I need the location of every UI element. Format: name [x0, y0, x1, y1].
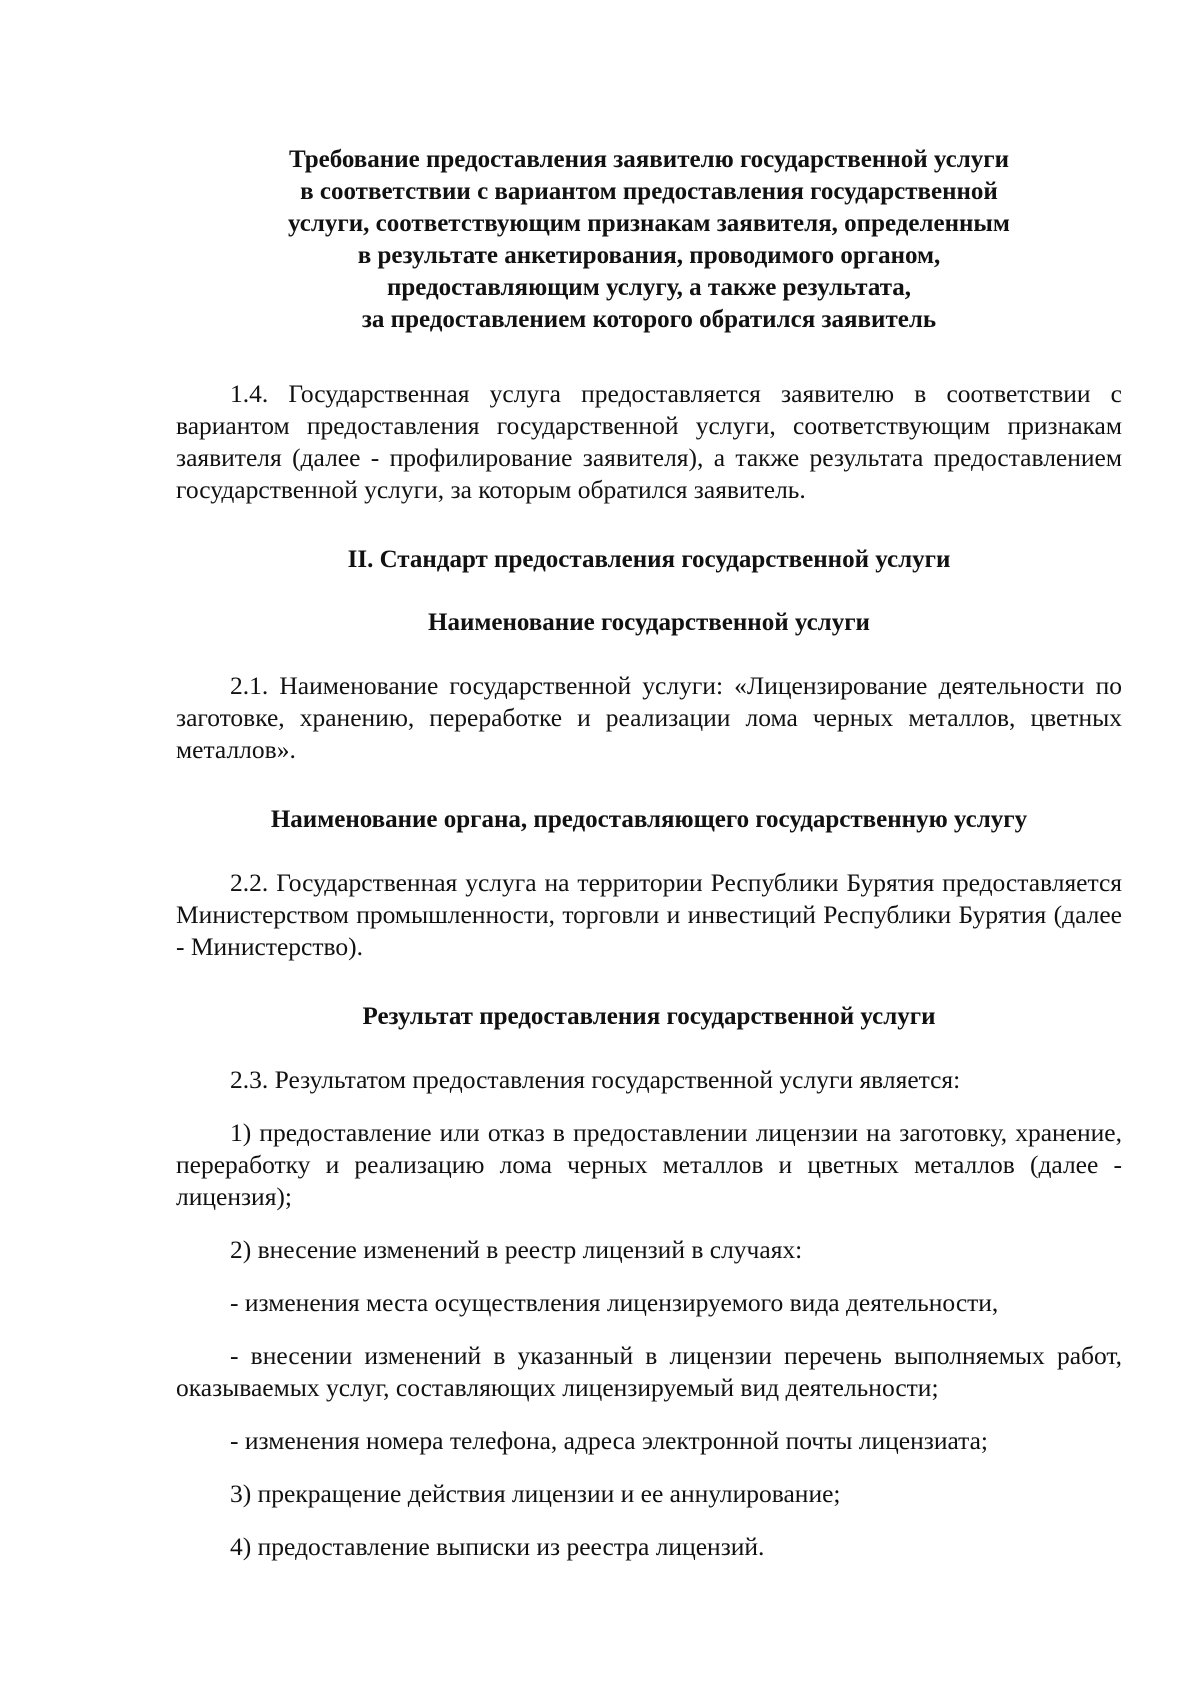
title-line-5: предоставляющим услугу, а также результата, — [386, 274, 912, 301]
spacer — [176, 836, 1122, 867]
spacer — [176, 336, 1122, 378]
spacer — [176, 1266, 1122, 1287]
spacer — [176, 1213, 1122, 1234]
spacer — [176, 1033, 1122, 1064]
title-line-4: в результате анкетирования, проводимого органом, — [357, 242, 941, 269]
title-line-3: услуги, соответствующим признакам заявителя, определенным — [288, 210, 1010, 237]
list-subitem-2b: - внесении изменений в указанный в лицензии перечень выполняемых работ, оказываемых услуг, составляющих лицензируемый вид деятельности; — [176, 1341, 1122, 1402]
spacer — [176, 1510, 1122, 1531]
list-subitem-2c: - изменения номера телефона, адреса электронной почты лицензиата; — [230, 1426, 989, 1455]
list-item-4: 4) предоставление выписки из реестра лицензий. — [230, 1532, 765, 1561]
title-line-1: Требование предоставления заявителю государственной услуги — [289, 146, 1009, 173]
heading-service-name: Наименование государственной услуги — [428, 609, 870, 636]
list-item-2: 2) внесение изменений в реестр лицензий в случаях: — [230, 1235, 803, 1264]
list-subitem-2a: - изменения места осуществления лицензируемого вида деятельности, — [230, 1288, 999, 1317]
paragraph-2-2: 2.2. Государственная услуга на территории Республики Бурятия предоставляется Министерством промышленности, торговли и инвестиций Республики Бурятия (далее - Министерство). — [176, 868, 1122, 961]
title-line-2: в соответствии с вариантом предоставления государственной — [300, 178, 998, 205]
spacer — [176, 1457, 1122, 1478]
document-title — [176, 144, 1122, 336]
spacer — [176, 576, 1122, 607]
heading-authority: Наименование органа, предоставляющего государственную услугу — [270, 806, 1028, 833]
spacer — [176, 506, 1122, 544]
spacer — [176, 1319, 1122, 1340]
spacer — [176, 1404, 1122, 1425]
paragraph-2-1: 2.1. Наименование государственной услуги: «Лицензирование деятельности по заготовке, хранению, переработке и реализации лома черных металлов, цветных металлов». — [176, 671, 1122, 764]
list-item-1: 1) предоставление или отказ в предоставлении лицензии на заготовку, хранение, переработку и реализацию лома черных металлов и цветных металлов (далее - лицензия); — [176, 1118, 1122, 1211]
heading-result: Результат предоставления государственной услуги — [362, 1003, 936, 1030]
spacer — [176, 639, 1122, 670]
spacer — [176, 1096, 1122, 1117]
title-line-6: за предоставлением которого обратился заявитель — [361, 306, 937, 333]
paragraph-1-4: 1.4. Государственная услуга предоставляется заявителю в соответствии с вариантом предоставления государственной услуги, соответствующим признакам заявителя (далее - профилирование заявителя), а также результата предоставлением государственной услуги, за которым обратился заявитель. — [176, 379, 1122, 504]
spacer — [176, 963, 1122, 1001]
spacer — [176, 766, 1122, 804]
paragraph-2-3: 2.3. Результатом предоставления государственной услуги является: — [230, 1065, 961, 1094]
document-body — [176, 144, 1122, 1563]
list-item-3: 3) прекращение действия лицензии и ее аннулирование; — [230, 1479, 841, 1508]
section-2-heading: II. Стандарт предоставления государственной услуги — [347, 546, 951, 573]
